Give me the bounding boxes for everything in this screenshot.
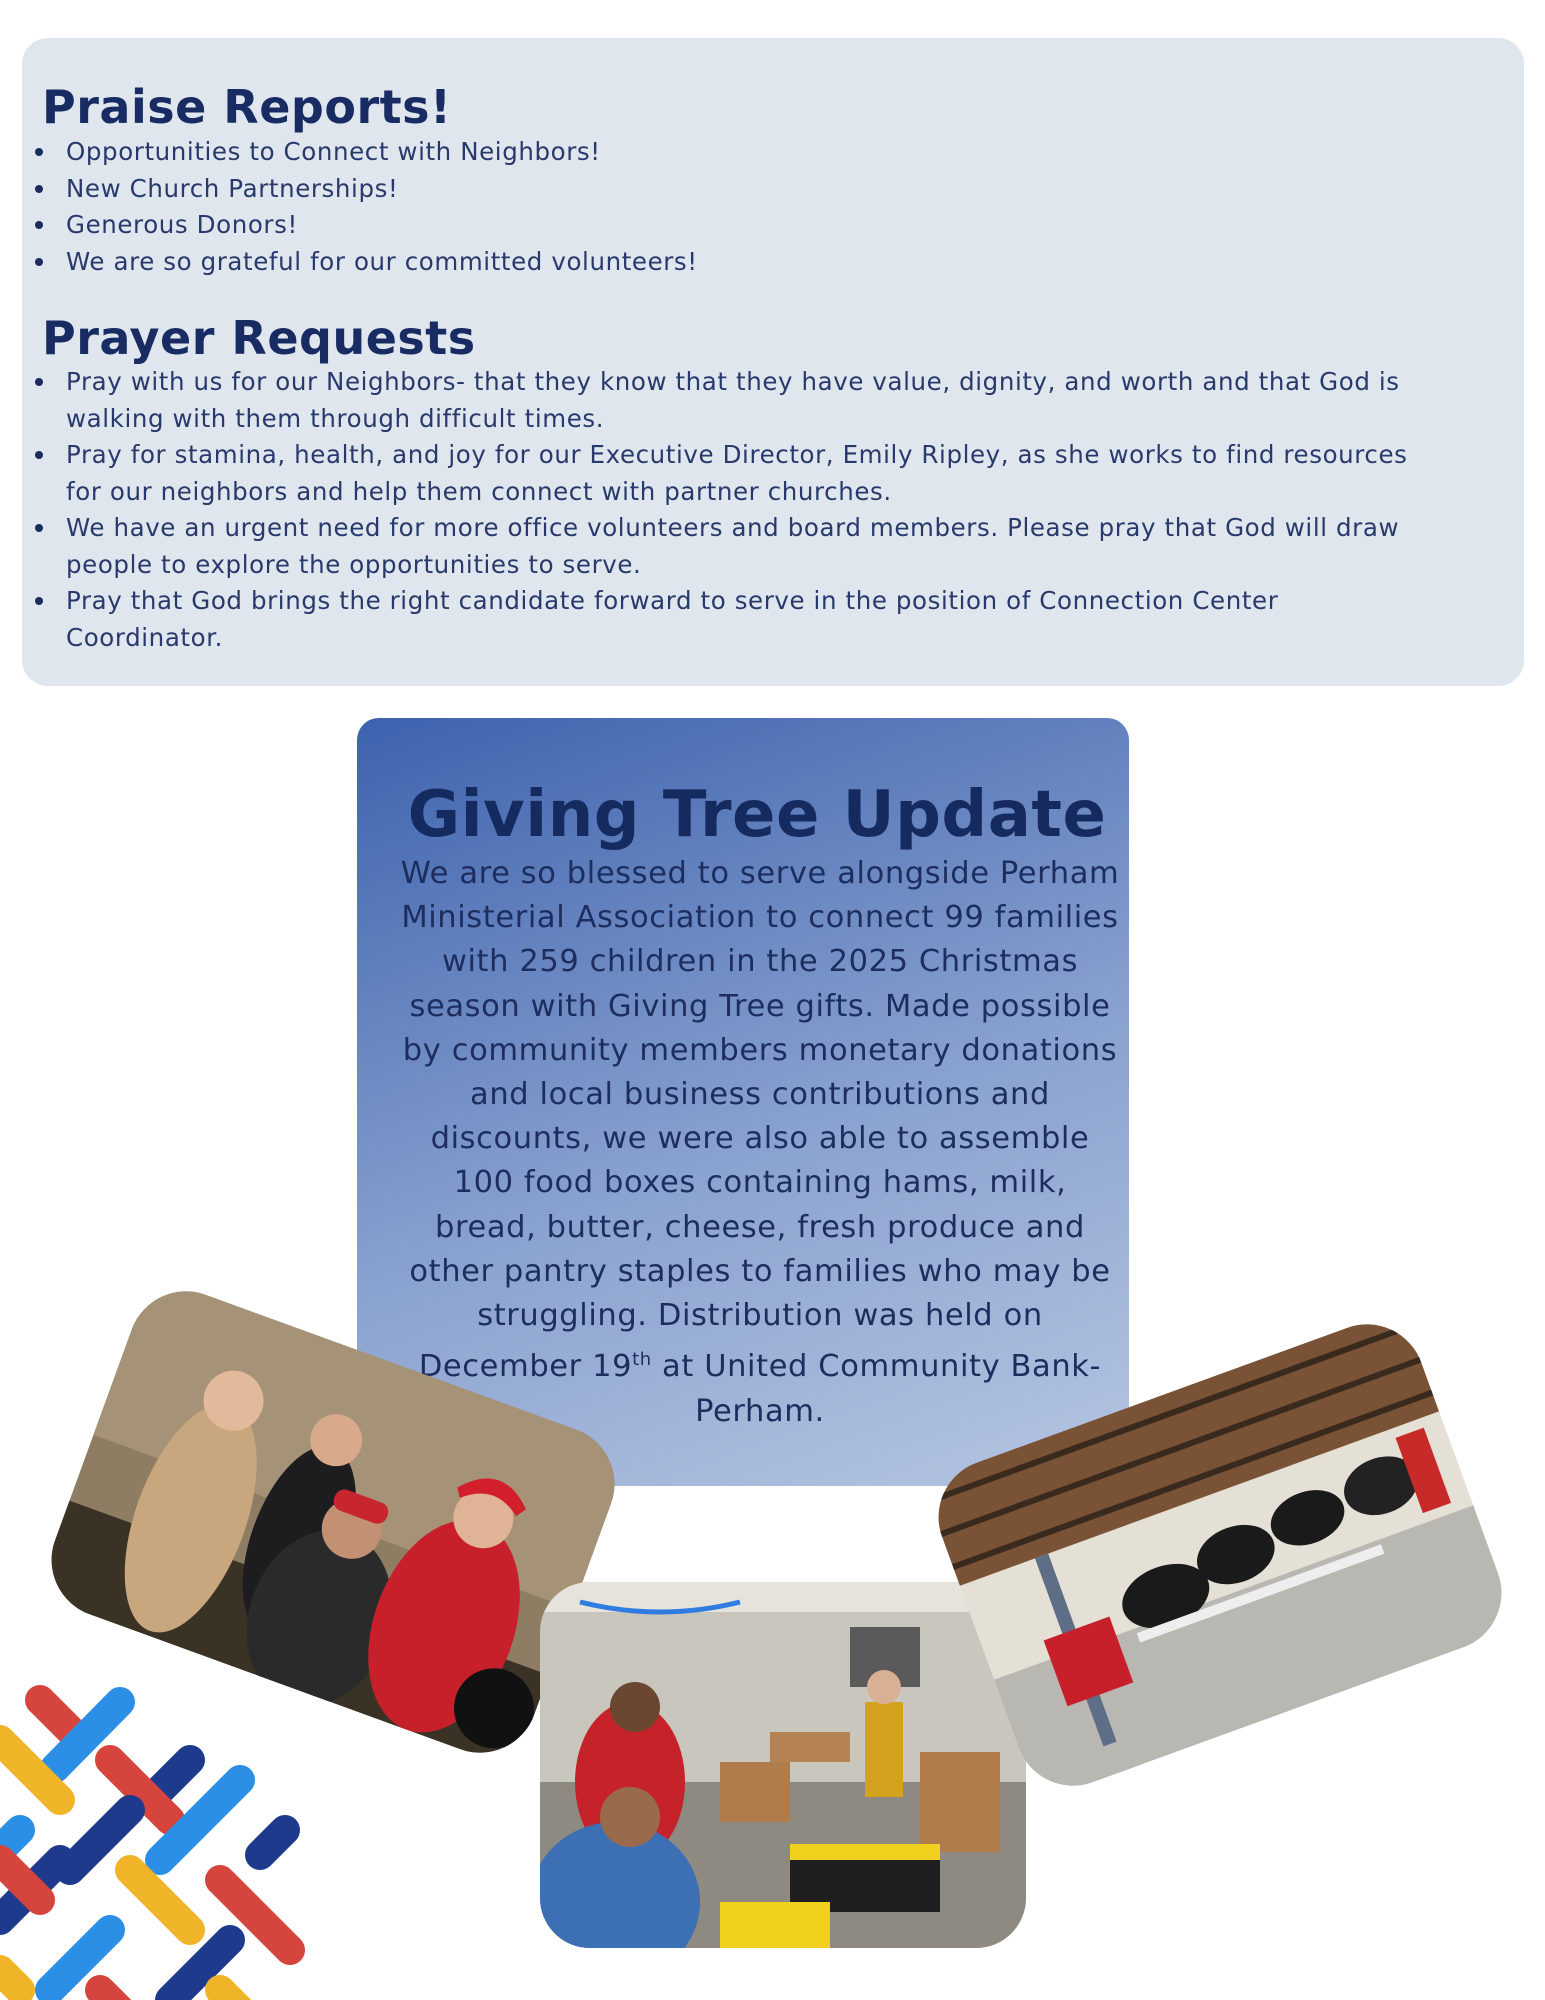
bullet-icon — [35, 378, 43, 386]
giving-tree-title: Giving Tree Update — [407, 778, 1107, 852]
prayer-requests-list — [66, 364, 1436, 656]
giving-tree-body: We are so blessed to serve alongside Perham Ministerial Association to connect 99 families with 259 children in the 2025 Christmas season with Giving Tree gifts. Made possible by community members monetary donations and local business contributions and discounts, we were also able to assemble 100 food boxes containing hams, milk, bread, butter, cheese, fresh produce and other pantry staples to families who may be struggling. Distribution was held on December 19th at United Community Bank- Perham. — [400, 856, 1120, 1429]
list-item: Pray for stamina, health, and joy for our Executive Director, Emily Ripley, as she works to find resources for our neighbors and help them connect with partner churches. — [66, 437, 1436, 510]
list-item: We have an urgent need for more office volunteers and board members. Please pray that God will draw people to explore the opportunities to serve. — [66, 510, 1436, 583]
list-item: New Church Partnerships! — [66, 171, 1436, 208]
list-item: We are so grateful for our committed volunteers! — [66, 244, 1436, 281]
bullet-icon — [35, 597, 43, 605]
bullet-icon — [35, 524, 43, 532]
decorative-pattern-graphic — [0, 1680, 310, 2000]
list-item: Pray with us for our Neighbors- that they know that they have value, dignity, and worth and that God is walking with them through difficult times. — [66, 364, 1436, 437]
bullet-icon — [35, 185, 43, 193]
praise-reports-heading: Praise Reports! — [42, 80, 452, 134]
bullet-icon — [35, 258, 43, 266]
list-item: Opportunities to Connect with Neighbors! — [66, 134, 1436, 171]
list-item: Pray that God brings the right candidate forward to serve in the position of Connection Center Coordinator. — [66, 583, 1436, 656]
bullet-icon — [35, 451, 43, 459]
food-boxes-photo — [540, 1582, 1026, 1948]
bullet-icon — [35, 221, 43, 229]
prayer-requests-heading: Prayer Requests — [42, 311, 476, 365]
list-item: Generous Donors! — [66, 207, 1436, 244]
praise-reports-list — [66, 134, 1436, 280]
bullet-icon — [35, 148, 43, 156]
